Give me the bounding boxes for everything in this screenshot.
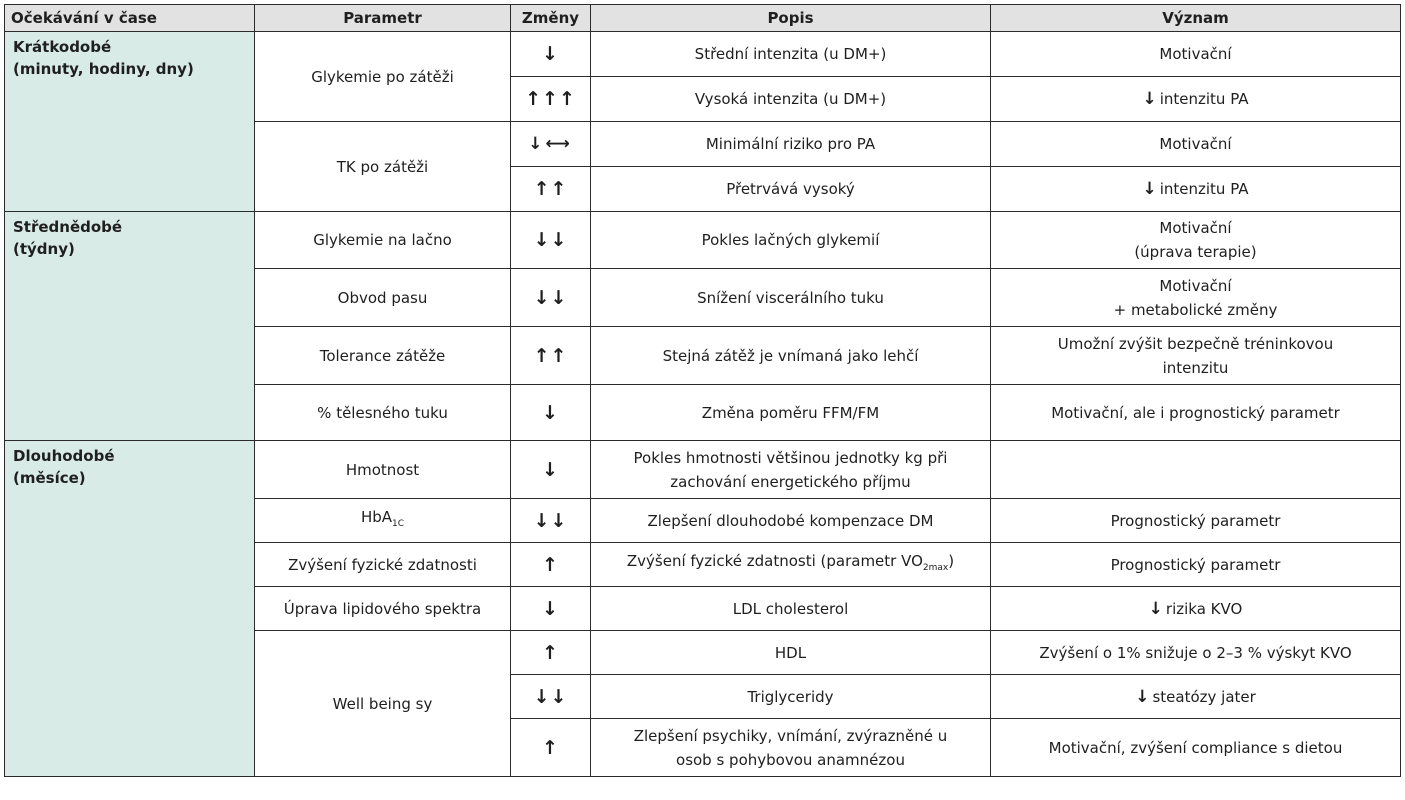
- meaning-cell: Prognostický parametr: [991, 543, 1401, 587]
- change-arrow-icon: ↓: [511, 441, 591, 499]
- header-meaning: Význam: [991, 5, 1401, 32]
- meaning-cell: [991, 441, 1401, 499]
- group-long-term: [5, 441, 255, 777]
- change-arrow-icon: ↓↓: [511, 499, 591, 543]
- meaning-cell: [991, 675, 1401, 719]
- header-time: Očekávání v čase: [5, 5, 255, 32]
- change-arrow-icon: ↑↑: [511, 167, 591, 212]
- change-arrow-icon: ↑↑: [511, 327, 591, 385]
- meaning-line: Umožní zvýšit bezpečně tréninkovou: [1057, 334, 1334, 353]
- meaning-line: (úprava terapie): [1134, 243, 1257, 261]
- meaning-text: rizika KVO: [1165, 599, 1243, 618]
- description-line: osob s pohybovou anamnézou: [676, 750, 905, 769]
- meaning-cell: Prognostický parametr: [991, 499, 1401, 543]
- meaning-cell: [991, 167, 1401, 212]
- description-cell: LDL cholesterol: [591, 587, 991, 631]
- table-row: [5, 32, 1401, 77]
- description-cell: Přetrvává vysoký: [591, 167, 991, 212]
- meaning-line: Motivační: [1159, 219, 1232, 237]
- description-cell: Minimální riziko pro PA: [591, 122, 991, 167]
- down-arrow-icon: ↓: [528, 134, 543, 154]
- meaning-cell: Motivační, zvýšení compliance s dietou: [991, 719, 1401, 777]
- param-cell: Úprava lipidového spektra: [255, 587, 511, 631]
- param-cell: % tělesného tuku: [255, 385, 511, 441]
- meaning-line: intenzitu: [1162, 358, 1229, 377]
- param-cell: Hmotnost: [255, 441, 511, 499]
- group-subtitle: (měsíce): [13, 469, 86, 487]
- down-arrow-icon: ↓: [1142, 179, 1157, 199]
- meaning-cell: Zvýšení o 1% snižuje o 2–3 % výskyt KVO: [991, 631, 1401, 675]
- description-cell: Triglyceridy: [591, 675, 991, 719]
- group-subtitle: (minuty, hodiny, dny): [13, 60, 194, 78]
- change-arrow-icon: ↑: [511, 719, 591, 777]
- param-cell: Glykemie na lačno: [255, 212, 511, 269]
- param-cell: Well being sy: [255, 631, 511, 777]
- meaning-line: Motivační: [1159, 276, 1232, 295]
- change-arrow-icon: ↓↓: [511, 675, 591, 719]
- param-main: HbA: [360, 508, 393, 526]
- meaning-cell: [991, 587, 1401, 631]
- param-cell: Glykemie po zátěži: [255, 32, 511, 122]
- left-right-arrow-icon: ⟷: [545, 134, 570, 154]
- description-cell: Vysoká intenzita (u DM+): [591, 77, 991, 122]
- group-title: Dlouhodobé: [13, 447, 115, 465]
- description-cell: [591, 719, 991, 777]
- table-row: [5, 212, 1401, 269]
- header-description: Popis: [591, 5, 991, 32]
- meaning-cell: Motivační, ale i prognostický parametr: [991, 385, 1401, 441]
- description-cell: [591, 441, 991, 499]
- description-cell: Snížení viscerálního tuku: [591, 269, 991, 327]
- description-cell: Stejná zátěž je vnímaná jako lehčí: [591, 327, 991, 385]
- meaning-cell: Motivační: [991, 32, 1401, 77]
- meaning-cell: [991, 212, 1401, 269]
- description-line: Zlepšení psychiky, vnímání, zvýrazněné u: [633, 726, 948, 745]
- meaning-cell: [991, 77, 1401, 122]
- change-arrow-icon: ↓↓: [511, 269, 591, 327]
- meaning-text: intenzitu PA: [1159, 90, 1249, 108]
- description-cell: HDL: [591, 631, 991, 675]
- change-arrow-icon: ↓: [511, 587, 591, 631]
- description-cell: [591, 543, 991, 587]
- description-cell: Střední intenzita (u DM+): [591, 32, 991, 77]
- param-subscript: 1C: [392, 519, 405, 529]
- meaning-cell: [991, 327, 1401, 385]
- change-cell: [511, 122, 591, 167]
- description-cell: Zlepšení dlouhodobé kompenzace DM: [591, 499, 991, 543]
- param-cell: TK po zátěži: [255, 122, 511, 212]
- param-cell: Zvýšení fyzické zdatnosti: [255, 543, 511, 587]
- meaning-cell: Motivační: [991, 122, 1401, 167]
- header-parameter: Parametr: [255, 5, 511, 32]
- meaning-line: + metabolické změny: [1113, 300, 1278, 319]
- group-medium-term: [5, 212, 255, 441]
- description-line: Pokles hmotnosti většinou jednotky kg při: [633, 448, 948, 467]
- down-arrow-icon: ↓: [1142, 89, 1157, 109]
- description-subscript: 2max: [922, 563, 949, 573]
- meaning-cell: [991, 269, 1401, 327]
- change-arrow-icon: ↑: [511, 543, 591, 587]
- meaning-text: intenzitu PA: [1159, 180, 1249, 198]
- change-arrow-icon: ↑: [511, 631, 591, 675]
- change-arrow-icon: ↑↑↑: [511, 77, 591, 122]
- param-cell: Tolerance zátěže: [255, 327, 511, 385]
- expectations-table: [4, 4, 1401, 777]
- group-short-term: [5, 32, 255, 212]
- description-main: Zvýšení fyzické zdatnosti (parametr VO: [626, 552, 923, 570]
- header-row: [5, 5, 1401, 32]
- down-arrow-icon: ↓: [1148, 598, 1163, 619]
- meaning-text: steatózy jater: [1152, 687, 1256, 706]
- description-cell: Změna poměru FFM/FM: [591, 385, 991, 441]
- table-row: [5, 441, 1401, 499]
- down-arrow-icon: ↓: [1135, 686, 1150, 707]
- group-title: Střednědobé: [13, 218, 123, 236]
- change-arrow-icon: ↓: [511, 32, 591, 77]
- param-cell: Obvod pasu: [255, 269, 511, 327]
- description-line: zachování energetického příjmu: [670, 472, 911, 491]
- group-subtitle: (týdny): [13, 240, 75, 258]
- description-cell: Pokles lačných glykemií: [591, 212, 991, 269]
- description-end: ): [948, 552, 955, 570]
- param-cell: [255, 499, 511, 543]
- header-changes: Změny: [511, 5, 591, 32]
- group-title: Krátkodobé: [13, 38, 112, 56]
- change-arrow-icon: ↓: [511, 385, 591, 441]
- change-arrow-icon: ↓↓: [511, 212, 591, 269]
